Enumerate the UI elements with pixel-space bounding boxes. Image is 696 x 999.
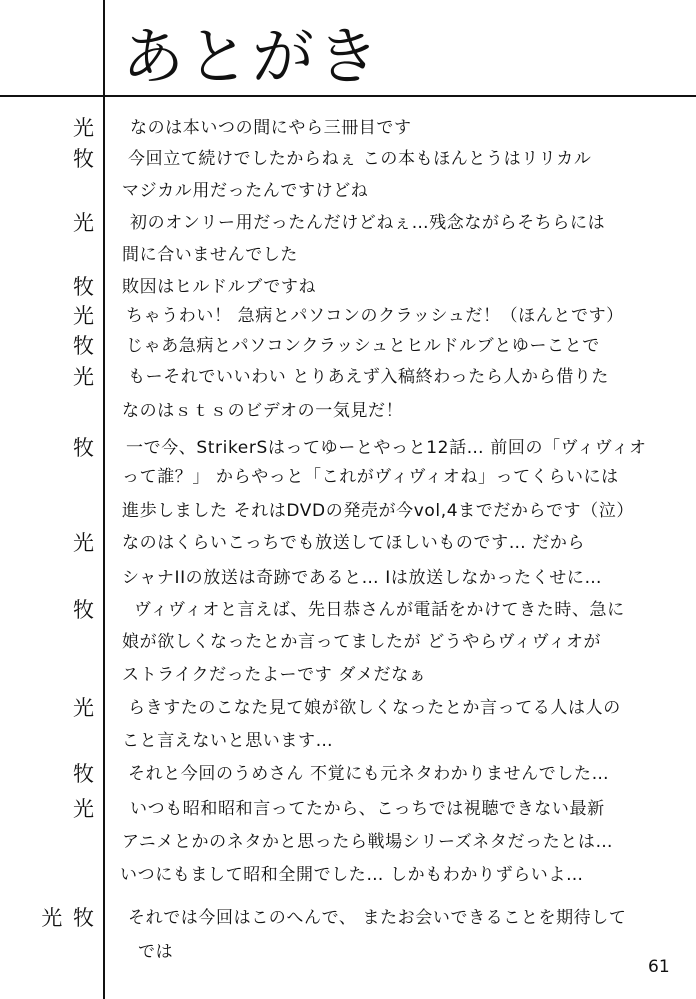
line-text: それでは今回はこのへんで、 またお会いできることを期待して — [128, 908, 627, 928]
line-text: 一で今、StrikerSはってゆーとやっと12話… 前回の「ヴィヴィオ — [126, 438, 647, 458]
speaker-label: 光 — [73, 531, 96, 555]
page-number: 61 — [648, 957, 670, 977]
line-text: ストライクだったよーです ダメだなぁ — [122, 665, 427, 685]
speaker-label: 光 — [73, 304, 96, 328]
line-text: ヴィヴィオと言えば、先日恭さんが電話をかけてきた時、急に — [134, 600, 625, 620]
dialogue-line — [0, 563, 696, 593]
line-text: それと今回のうめさん 不覚にも元ネタわかりませんでした… — [128, 764, 610, 784]
dialogue-line — [0, 462, 696, 492]
line-text: らきすたのこなた見て娘が欲しくなったとか言ってる人は人の — [128, 698, 621, 718]
line-text: なのはくらいこっちでも放送してほしいものです… だから — [122, 533, 586, 553]
speaker-label: 牧 — [73, 436, 96, 460]
dialogue-line — [0, 528, 696, 558]
line-text: ちゃうわい！ 急病とパソコンのクラッシュだ！（ほんとです） — [126, 306, 624, 326]
line-text: いつも昭和昭和言ってたから、こっちでは視聴できない最新 — [130, 799, 605, 819]
dialogue-line — [0, 272, 696, 302]
dialogue-line — [0, 496, 696, 526]
speaker-label: 牧 — [73, 762, 96, 786]
line-text: 敗因はヒルドルブですね — [122, 277, 317, 297]
dialogue-line — [0, 301, 696, 331]
speaker-label: 光 — [73, 365, 96, 389]
line-text: 娘が欲しくなったとか言ってましたが どうやらヴィヴィオが — [122, 632, 602, 652]
dialogue-line — [0, 176, 696, 206]
dialogue-line — [0, 726, 696, 756]
line-text: なのは本いつの間にやら三冊目です — [130, 118, 412, 138]
line-text: じゃあ急病とパソコンクラッシュとヒルドルブとゆーことで — [126, 336, 600, 356]
dialogue-line — [0, 794, 696, 824]
dialogue-line — [0, 433, 696, 463]
dialogue-line — [0, 937, 696, 967]
dialogue-line — [0, 693, 696, 723]
dialogue-line — [0, 903, 696, 933]
line-text: シャナIIの放送は奇跡であると… Iは放送しなかったくせに… — [122, 568, 603, 588]
speaker-label: 牧 — [73, 598, 96, 622]
speaker-label: 光 牧 — [41, 906, 96, 930]
line-text: いつにもまして昭和全開でした… しかもわかりずらいよ… — [120, 865, 584, 885]
title-rule — [0, 95, 696, 97]
dialogue-line — [0, 759, 696, 789]
line-text: こと言えないと思います… — [122, 731, 334, 751]
dialogue-line — [0, 331, 696, 361]
speaker-label: 牧 — [73, 334, 96, 358]
line-text: 初のオンリー用だったんだけどねぇ…残念ながらそちらには — [130, 213, 606, 233]
page-title: あとがき — [122, 20, 383, 93]
line-text: アニメとかのネタかと思ったら戦場シリーズネタだったとは… — [122, 832, 614, 852]
line-text: マジカル用だったんですけどね — [122, 181, 369, 201]
speaker-label: 牧 — [73, 147, 96, 171]
speaker-label: 光 — [73, 696, 96, 720]
dialogue-line — [0, 240, 696, 270]
dialogue-line — [0, 113, 696, 143]
speaker-label: 光 — [73, 116, 96, 140]
dialogue-line — [0, 860, 696, 890]
dialogue-line — [0, 827, 696, 857]
line-text: では — [138, 942, 174, 962]
line-text: 間に合いませんでした — [122, 245, 298, 265]
dialogue-line — [0, 208, 696, 238]
dialogue-line — [0, 396, 696, 426]
dialogue-line — [0, 595, 696, 625]
dialogue-line — [0, 660, 696, 690]
speaker-label: 光 — [73, 211, 96, 235]
speaker-label: 牧 — [73, 275, 96, 299]
line-text: って誰？」 からやっと「これがヴィヴィオね」ってくらいには — [122, 467, 619, 487]
line-text: 進歩しました それはDVDの発売が今vol,4までだからです（泣） — [122, 501, 634, 521]
dialogue-line — [0, 627, 696, 657]
line-text: なのはｓｔｓのビデオの一気見だ！ — [122, 401, 404, 421]
speaker-label: 光 — [73, 797, 96, 821]
line-text: 今回立て続けでしたからねぇ この本もほんとうはリリカル — [128, 149, 592, 169]
dialogue-line — [0, 144, 696, 174]
line-text: もーそれでいいわい とりあえず入稿終わったら人から借りた — [128, 367, 610, 387]
dialogue-line — [0, 362, 696, 392]
